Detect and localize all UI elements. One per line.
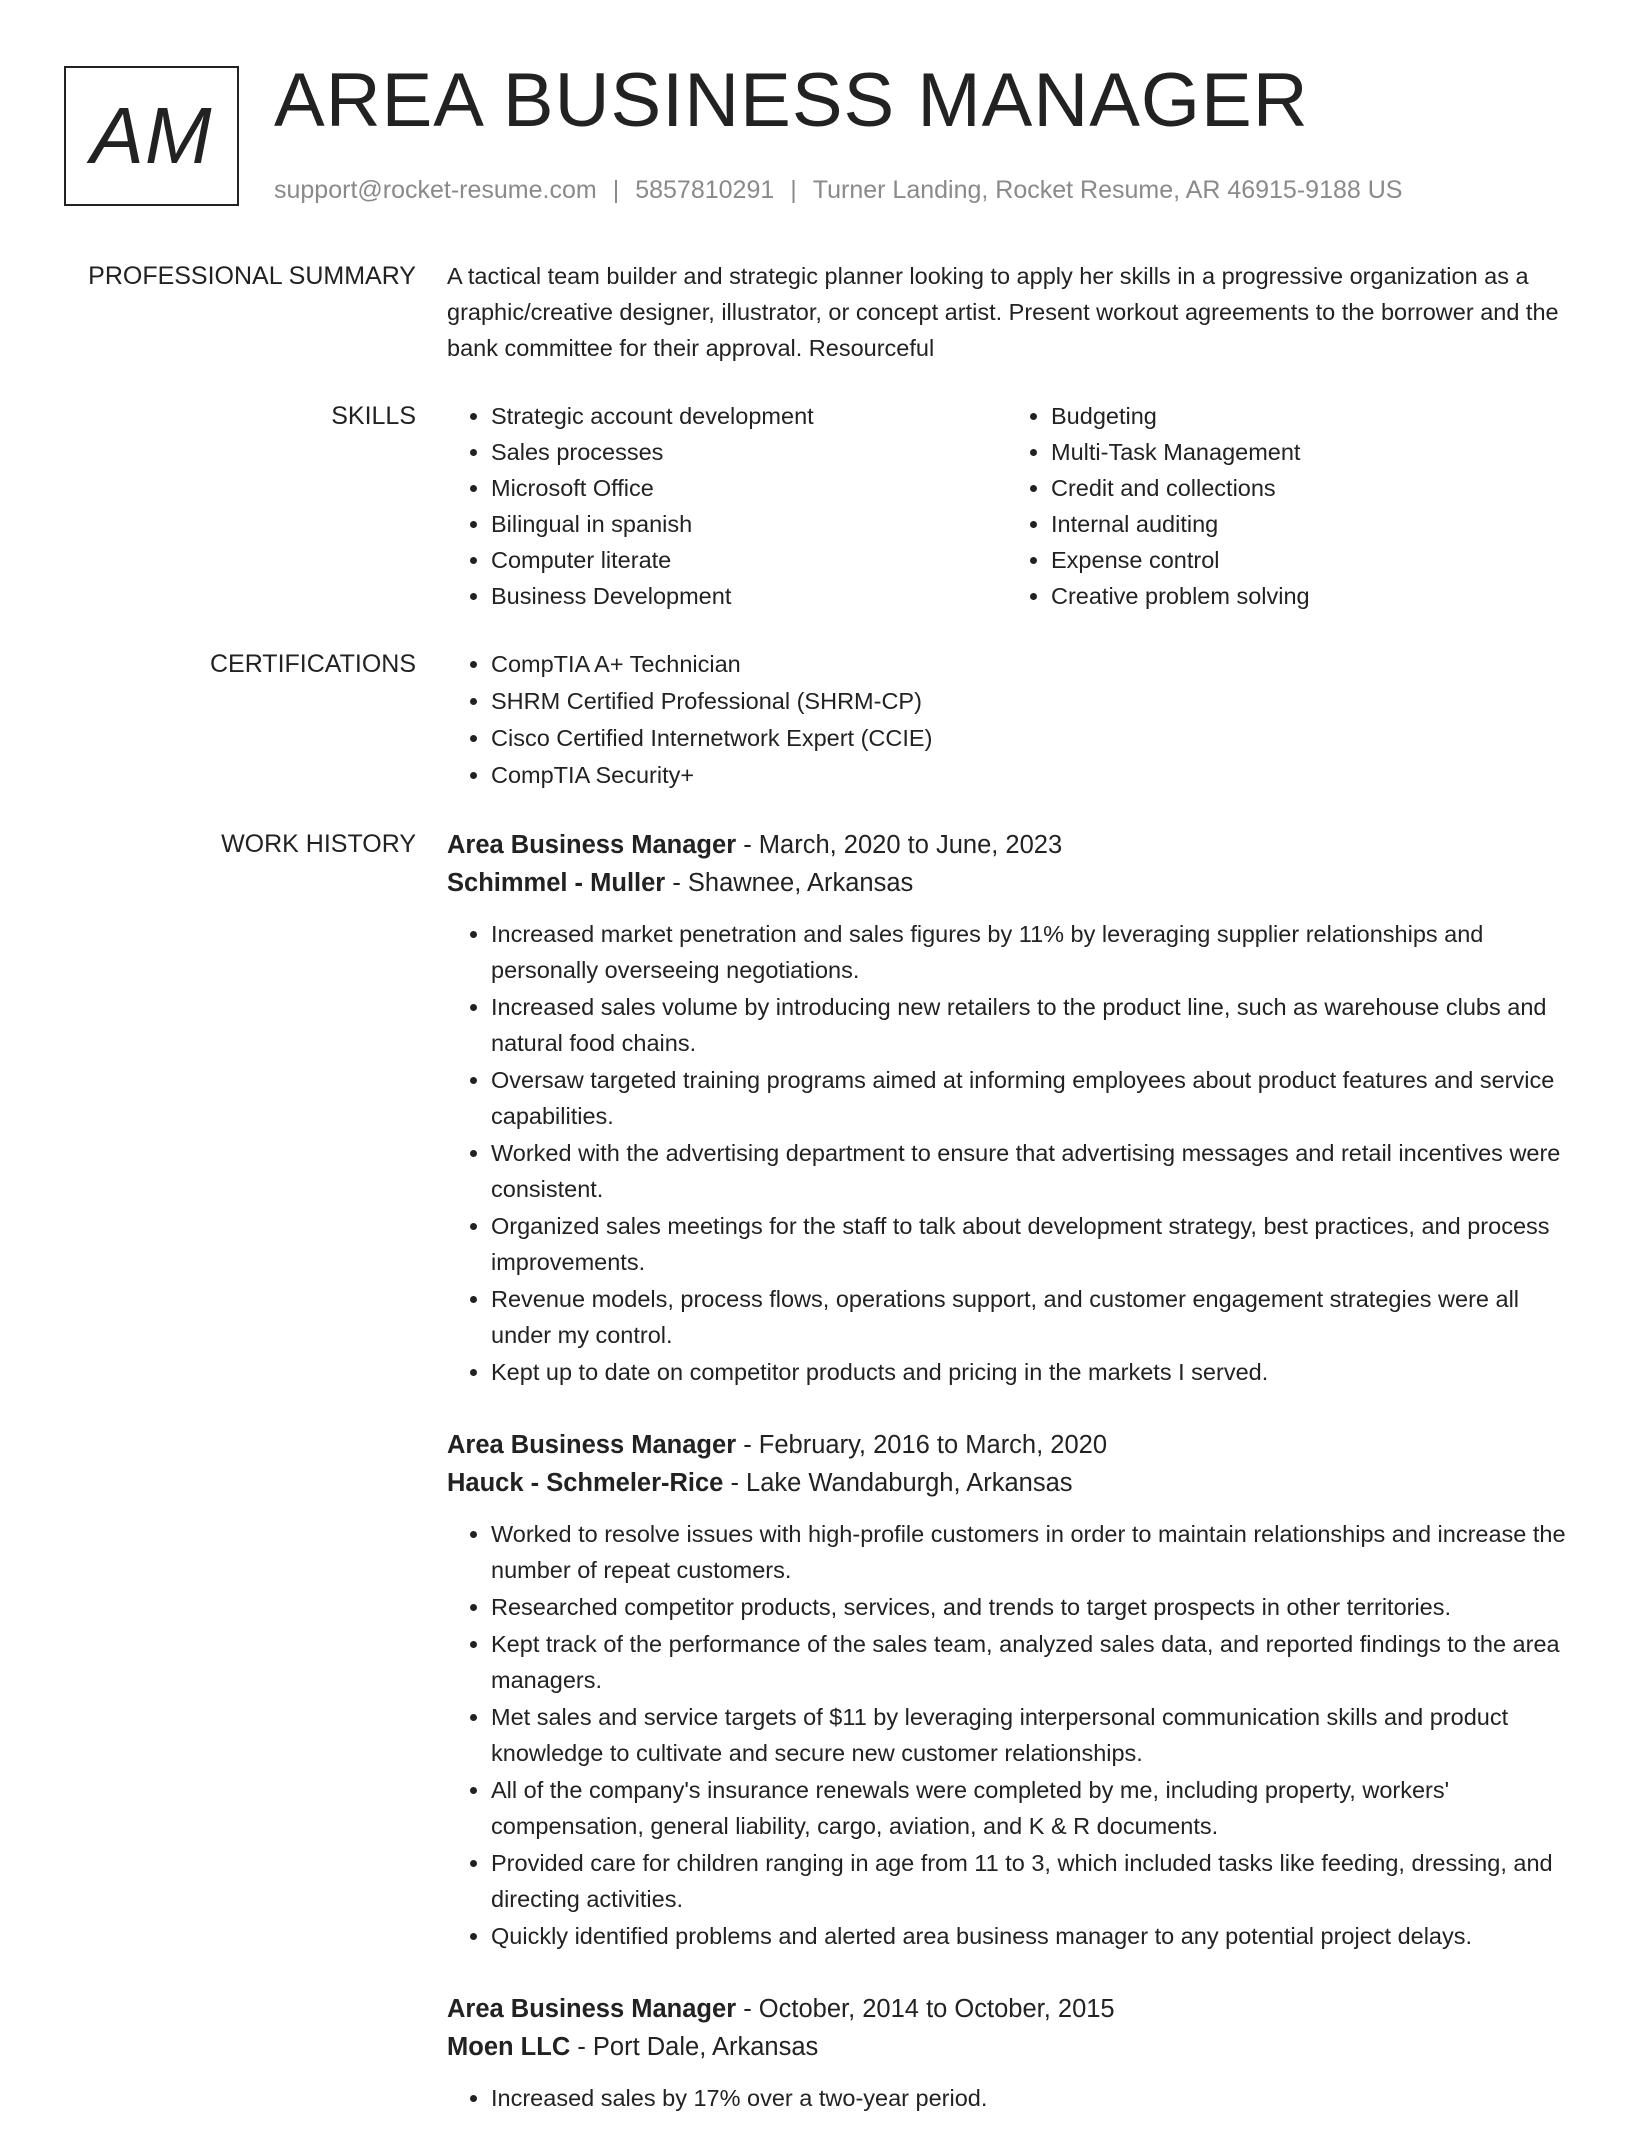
job-dates: - October, 2014 to October, 2015 <box>736 1995 1115 2023</box>
skill-item: • Expense control <box>1051 542 1567 578</box>
job-bullets <box>447 916 1567 1390</box>
certification-item: • Cisco Certified Internetwork Expert (CCIE) <box>491 720 1567 757</box>
job-bullet: • Oversaw targeted training programs aimed at informing employees about product features and service capabilities. <box>491 1062 1567 1134</box>
job-company: Moen LLC <box>447 2033 571 2061</box>
job-entry <box>447 826 1567 1390</box>
skill-item: • Computer literate <box>491 542 1007 578</box>
job-bullet: • Provided care for children ranging in age from 11 to 3, which included tasks like feeding, dressing, and directing activities. <box>491 1845 1567 1917</box>
skill-item: • Internal auditing <box>1051 506 1567 542</box>
job-title-line <box>447 1990 1567 2028</box>
job-title: Area Business Manager <box>447 831 737 859</box>
contact-separator: | <box>790 176 797 204</box>
summary-content <box>447 258 1567 366</box>
job-bullets <box>447 1516 1567 1954</box>
job-location: - Lake Wandaburgh, Arkansas <box>723 1469 1073 1497</box>
summary-text: A tactical team builder and strategic planner looking to apply her skills in a progressive organization as a graphic/creative designer, illustrator, or concept artist. Present workout agreements to the borrower and the bank committee for their approval. Resourceful <box>447 263 1559 361</box>
contact-phone: 5857810291 <box>635 176 775 204</box>
contact-separator: | <box>612 176 620 204</box>
job-bullet: • Worked to resolve issues with high-profile customers in order to maintain relationships and increase the number of repeat customers. <box>491 1516 1567 1588</box>
work-history-label: WORK HISTORY <box>221 830 416 858</box>
job-company: Schimmel - Muller <box>447 869 666 897</box>
skill-item: • Multi-Task Management <box>1051 434 1567 470</box>
job-bullets <box>447 2080 1567 2116</box>
job-bullet: • Worked with the advertising department to ensure that advertising messages and retail incentives were consistent. <box>491 1135 1567 1207</box>
job-bullet: • Met sales and service targets of $11 by leveraging interpersonal communication skills and product knowledge to cultivate and secure new customer relationships. <box>491 1699 1567 1771</box>
certifications-label: CERTIFICATIONS <box>209 650 416 678</box>
skills-list-left <box>447 398 1007 614</box>
job-bullet: • Researched competitor products, services, and trends to target prospects in other territories. <box>491 1589 1567 1625</box>
certifications-content <box>447 646 1567 794</box>
job-company-line <box>447 2028 1567 2066</box>
skill-item: • Bilingual in spanish <box>491 506 1007 542</box>
skills-label: SKILLS <box>331 402 416 430</box>
job-bullet: • Kept track of the performance of the sales team, analyzed sales data, and reported findings to the area managers. <box>491 1626 1567 1698</box>
certifications-list <box>447 646 1567 794</box>
certification-item: • CompTIA Security+ <box>491 757 1567 794</box>
job-bullet: • Quickly identified problems and alerted area business manager to any potential project delays. <box>491 1918 1567 1954</box>
job-location: - Port Dale, Arkansas <box>570 2033 819 2061</box>
skill-item: • Strategic account development <box>491 398 1007 434</box>
skills-list-right <box>1007 398 1567 614</box>
skill-item: • Microsoft Office <box>491 470 1007 506</box>
job-company-line <box>447 1464 1567 1502</box>
job-bullet: • Increased sales volume by introducing new retailers to the product line, such as warehouse clubs and natural food chains. <box>491 989 1567 1061</box>
resume-title: AREA BUSINESS MANAGER <box>274 58 1309 143</box>
job-bullet: • Kept up to date on competitor products and pricing in the markets I served. <box>491 1354 1567 1390</box>
job-title-line <box>447 1426 1567 1464</box>
job-bullet: • Increased market penetration and sales figures by 11% by leveraging supplier relationships and personally overseeing negotiations. <box>491 916 1567 988</box>
job-bullet: • Revenue models, process flows, operations support, and customer engagement strategies were all under my control. <box>491 1281 1567 1353</box>
skill-item: • Creative problem solving <box>1051 578 1567 614</box>
job-bullet: • All of the company's insurance renewals were completed by me, including property, workers' compensation, general liability, cargo, aviation, and K & R documents. <box>491 1772 1567 1844</box>
job-entry <box>447 1426 1567 1954</box>
job-company: Hauck - Schmeler-Rice <box>447 1469 724 1497</box>
job-company-line <box>447 864 1567 902</box>
certification-item: • SHRM Certified Professional (SHRM-CP) <box>491 683 1567 720</box>
job-title: Area Business Manager <box>447 1431 737 1459</box>
job-entry <box>447 1990 1567 2116</box>
job-bullet: • Increased sales by 17% over a two-year period. <box>491 2080 1567 2116</box>
certification-item: • CompTIA A+ Technician <box>491 646 1567 683</box>
job-dates: - February, 2016 to March, 2020 <box>736 1431 1108 1459</box>
monogram: AM <box>64 66 239 206</box>
job-title-line <box>447 826 1567 864</box>
contact-email: support@rocket-resume.com <box>274 176 597 204</box>
job-title: Area Business Manager <box>447 1995 737 2023</box>
summary-label: PROFESSIONAL SUMMARY <box>88 262 416 290</box>
skill-item: • Sales processes <box>491 434 1007 470</box>
job-dates: - March, 2020 to June, 2023 <box>736 831 1063 859</box>
skill-item: • Budgeting <box>1051 398 1567 434</box>
job-bullet: • Organized sales meetings for the staff to talk about development strategy, best practices, and process improvements. <box>491 1208 1567 1280</box>
skill-item: • Credit and collections <box>1051 470 1567 506</box>
contact-line <box>274 176 1402 205</box>
skills-content <box>447 398 1567 614</box>
work-history-content <box>447 826 1567 2130</box>
contact-address: Turner Landing, Rocket Resume, AR 46915-9188 US <box>812 176 1403 204</box>
job-location: - Shawnee, Arkansas <box>665 869 914 897</box>
skill-item: • Business Development <box>491 578 1007 614</box>
